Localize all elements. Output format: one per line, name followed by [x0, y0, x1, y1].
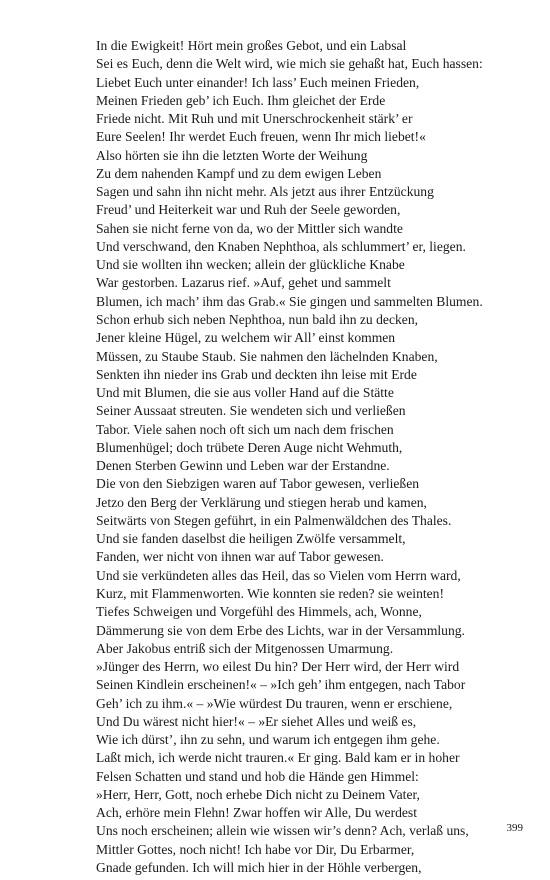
text-line: Gnade gefunden. Ich will mich hier in der Höhle verbergen,	[96, 859, 422, 875]
text-line: Müssen, zu Staube Staub. Sie nahmen den lächelnden Knaben,	[96, 348, 438, 364]
text-line: Blumenhügel; doch trübete Deren Auge nicht Wehmuth,	[96, 439, 403, 455]
text-line: Tiefes Schweigen und Vorgefühl des Himmels, ach, Wonne,	[96, 604, 422, 620]
text-line: Seitwärts von Stegen geführt, in ein Palmenwäldchen des Thales.	[96, 512, 452, 528]
text-line: Seinen Kindlein erscheinen!« – »Ich geh’ ihm entgegen, nach Tabor	[96, 677, 466, 693]
text-line: Mittler Gottes, noch nicht! Ich habe vor Dir, Du Erbarmer,	[96, 841, 415, 857]
text-line: Zu dem nahenden Kampf und zu dem ewigen Leben	[96, 165, 382, 181]
text-line: In die Ewigkeit! Hört mein großes Gebot, und ein Labsal	[96, 38, 407, 53]
text-line: Dämmerung sie von dem Erbe des Lichts, war in der Versammlung.	[96, 622, 465, 638]
poem-text	[96, 37, 536, 877]
text-line: Und sie verkündeten alles das Heil, das so Vielen vom Herrn ward,	[96, 567, 461, 583]
text-line: Friede nicht. Mit Ruh und mit Unerschrockenheit stärk’ er	[96, 111, 413, 127]
text-line: Sei es Euch, denn die Welt wird, wie mich sie gehaßt hat, Euch hassen:	[96, 56, 483, 72]
text-line: Tabor. Viele sahen noch oft sich um nach dem frischen	[96, 421, 394, 437]
text-line: Wie ich dürst’, ihn zu sehn, und warum ich entgegen ihm gehe.	[96, 732, 440, 748]
text-line: Freud’ und Heiterkeit war und Ruh der Seele geworden,	[96, 202, 401, 218]
text-line: Aber Jakobus entriß sich der Mitgenossen Umarmung.	[96, 640, 394, 656]
text-line: Und mit Blumen, die sie aus voller Hand auf die Stätte	[96, 385, 394, 401]
text-line: Senkten ihn nieder ins Grab und deckten ihn leise mit Erde	[96, 366, 417, 382]
text-line: Jetzo den Berg der Verklärung und stiegen herab und kamen,	[96, 494, 427, 510]
text-line: Blumen, ich mach’ ihm das Grab.« Sie gingen und sammelten Blumen.	[96, 293, 483, 309]
text-line: Und sie fanden daselbst die heiligen Zwölfe versammelt,	[96, 531, 406, 547]
text-line: Eure Seelen! Ihr werdet Euch freuen, wenn Ihr mich liebet!«	[96, 129, 426, 145]
text-line: Denen Sterben Gewinn und Leben war der Erstandne.	[96, 458, 390, 474]
text-line: Kurz, mit Flammenworten. Wie konnten sie reden? sie weinten!	[96, 585, 445, 601]
text-line: Sagen und sahn ihn nicht mehr. Als jetzt aus ihrer Entzückung	[96, 184, 434, 200]
text-line: Geh’ ich zu ihm.« – »Wie würdest Du trauren, wenn er erschiene,	[96, 695, 453, 711]
page-number: 399	[506, 822, 523, 834]
text-line: Uns noch erscheinen; allein wie wissen wir’s denn? Ach, verlaß uns,	[96, 823, 469, 839]
text-line: Felsen Schatten und stand und hob die Hände gen Himmel:	[96, 768, 419, 784]
text-line: Ach, erhöre mein Flehn! Zwar hoffen wir Alle, Du werdest	[96, 805, 417, 821]
text-line: »Herr, Herr, Gott, noch erhebe Dich nicht zu Deinem Vater,	[96, 786, 420, 802]
text-line: War gestorben. Lazarus rief. »Auf, gehet und sammelt	[96, 275, 391, 291]
text-line: Schon erhub sich neben Nephthoa, nun bald ihn zu decken,	[96, 311, 419, 327]
text-line: Also hörten sie ihn die letzten Worte der Weihung	[96, 147, 368, 163]
text-line: Seiner Aussaat streuten. Sie wendeten sich und verließen	[96, 403, 406, 419]
text-line: Die von den Siebzigen waren auf Tabor gewesen, verließen	[96, 476, 420, 492]
text-line: Fanden, wer nicht von ihnen war auf Tabor gewesen.	[96, 549, 384, 565]
text-line: Liebet Euch unter einander! Ich lass’ Euch meinen Frieden,	[96, 74, 420, 90]
text-line: Und Du wärest nicht hier!« – »Er siehet Alles und weiß es,	[96, 713, 417, 729]
text-line: Sahen sie nicht ferne von da, wo der Mittler sich wandte	[96, 220, 403, 236]
text-line: Und sie wollten ihn wecken; allein der glückliche Knabe	[96, 257, 405, 273]
text-line: Laßt mich, ich werde nicht trauren.« Er ging. Bald kam er in hoher	[96, 750, 460, 766]
text-line: Und verschwand, den Knaben Nephthoa, als schlummert’ er, liegen.	[96, 238, 466, 254]
text-line: »Jünger des Herrn, wo eilest Du hin? Der Herr wird, der Herr wird	[96, 659, 460, 675]
text-line: Meinen Frieden geb’ ich Euch. Ihm gleichet der Erde	[96, 92, 386, 108]
text-line: Jener kleine Hügel, zu welchem wir All’ einst kommen	[96, 330, 396, 346]
